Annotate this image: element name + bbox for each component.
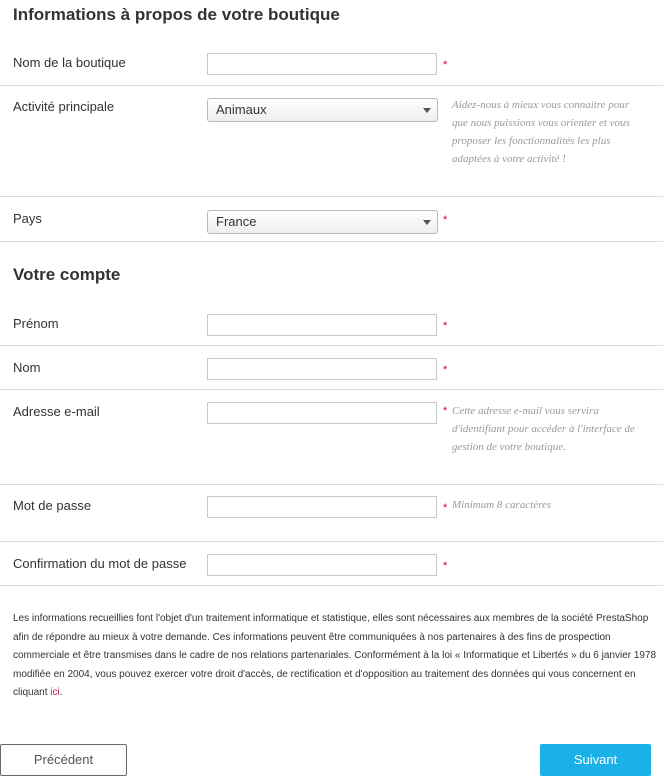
required-marker: *	[443, 59, 448, 71]
country-label: Pays	[13, 211, 42, 226]
next-button[interactable]: Suivant	[540, 744, 651, 776]
activity-selected-value: Animaux	[216, 102, 267, 117]
activity-label: Activité principale	[13, 99, 115, 114]
separator	[0, 241, 663, 242]
firstname-input[interactable]	[207, 314, 437, 336]
password-confirm-input[interactable]	[207, 554, 437, 576]
password-input[interactable]	[207, 496, 437, 518]
email-label: Adresse e-mail	[13, 404, 100, 419]
required-marker: *	[443, 364, 448, 376]
chevron-down-icon	[423, 108, 431, 113]
legal-text: Les informations recueillies font l'objet d'un traitement informatique et statistique, elles sont nécessaires aux membres de la société PrestaShop afin de répondre au mieux à votre demande. Ces informations peuvent être communiquées à nos partenaires à des fins de prospection commerciale et être transmises dans le cadre de nos relations partenariales. Conformément à la loi « Informatique et Libertés » du 6 janvier 1978 modifiée en 2004, vous pouvez exercer votre droit d'accès, de rectification et d'opposition au traitement des données qui vous concernent en cliquant	[13, 613, 657, 698]
password-confirm-label: Confirmation du mot de passe	[13, 556, 187, 571]
separator	[0, 541, 663, 542]
activity-help-line: que nous puissions vous orienter et vous	[452, 117, 630, 129]
activity-select[interactable]	[207, 98, 438, 122]
required-marker: *	[443, 405, 448, 417]
email-input[interactable]	[207, 402, 437, 424]
shop-name-label: Nom de la boutique	[13, 55, 126, 70]
firstname-label: Prénom	[13, 316, 59, 331]
email-help-line: gestion de votre boutique.	[452, 441, 566, 453]
separator	[0, 196, 663, 197]
separator	[0, 345, 663, 346]
lastname-input[interactable]	[207, 358, 437, 380]
password-help: Minimum 8 caractères	[452, 499, 552, 511]
separator	[0, 484, 663, 485]
required-marker: *	[443, 320, 448, 332]
required-marker: *	[443, 502, 448, 514]
separator	[0, 389, 663, 390]
legal-link[interactable]: ici	[50, 687, 60, 698]
email-help-line: Cette adresse e-mail vous servira	[452, 405, 599, 417]
country-select[interactable]	[207, 210, 438, 234]
chevron-down-icon	[423, 220, 431, 225]
required-marker: *	[443, 214, 448, 226]
email-help	[452, 402, 635, 456]
password-label: Mot de passe	[13, 498, 92, 513]
activity-help-line: adaptées à votre activité !	[452, 153, 566, 165]
shop-section-title: Informations à propos de votre boutique	[13, 5, 340, 24]
required-marker: *	[443, 560, 448, 572]
country-selected-value: France	[216, 214, 257, 229]
account-section-title: Votre compte	[13, 265, 121, 284]
separator	[0, 85, 663, 86]
previous-button[interactable]: Précédent	[0, 744, 127, 776]
separator	[0, 585, 663, 586]
activity-help	[452, 96, 630, 168]
lastname-label: Nom	[13, 360, 41, 375]
legal-end: .	[59, 687, 63, 698]
activity-help-line: proposer les fonctionnalités les plus	[452, 135, 611, 147]
activity-help-line: Aidez-nous à mieux vous connaitre pour	[452, 99, 630, 111]
shop-name-input[interactable]	[207, 53, 437, 75]
legal-notice	[13, 610, 661, 703]
email-help-line: d'identifiant pour accéder à l'interface de	[452, 423, 635, 435]
